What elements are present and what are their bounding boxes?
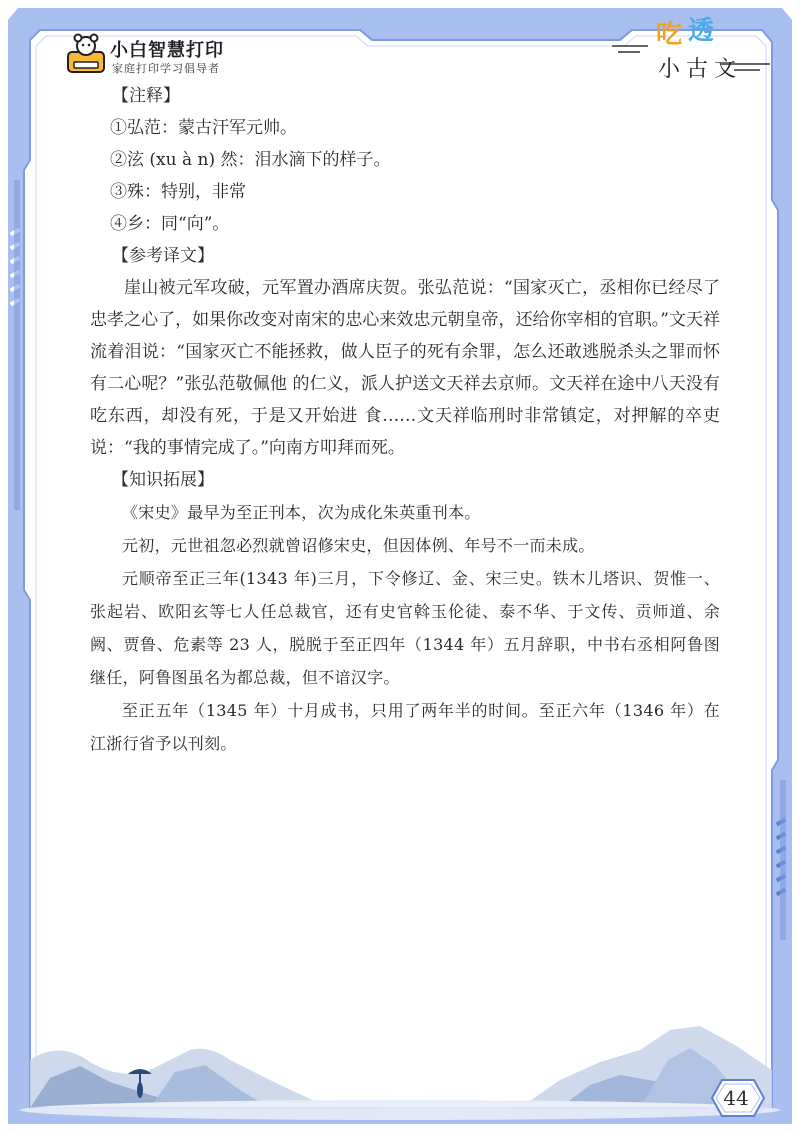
brand-name: 小白智慧打印 [110,40,224,61]
printer-mascot-icon [64,32,108,76]
note-item: ①弘范：蒙古汗军元帅。 [110,118,297,138]
brand-logo [60,32,260,80]
note-item: ③殊：特别，非常 [110,182,246,202]
notes-heading: 【注释】 [112,86,180,106]
page-number: 44 [723,1086,749,1110]
series-title-tou: 透 [688,16,715,46]
series-subtitle: 小古文 [658,57,743,82]
extension-body [90,496,720,760]
note-item: ④乡：同“向”。 [110,214,230,234]
main-text [90,80,738,760]
series-logo [608,14,758,84]
translation-text: 崖山被元军攻破，元军置办酒席庆贺。张弘范说：“国家灭亡，丞相你已经尽了忠孝之心了，如果你改变对南宋的忠心来效忠元朝皇帝，还给你宰相的官职。”文天祥流着泪说：“国家灭亡不能拯救，做人臣子的死有余罪，怎么还敢逃脱杀头之罪而怀有二心呢？”张弘范敬佩他 的仁义，派人护送文天祥去京师。文天祥在途中八天没有吃东西，却没有死，于是又开始进 食……文天祥临刑时非常镇定，对押解的卒吏说：“我的事情完成了。”向南方叩拜而死。 [90,278,720,458]
brand-tagline: 家庭打印学习倡导者 [112,62,220,75]
note-item: ②泫 (xu à n) 然：泪水滴下的样子。 [110,150,391,170]
extension-heading: 【知识拓展】 [112,470,214,490]
extension-paragraph: 元初，元世祖忽必烈就曾诏修宋史，但因体例、年号不一而未成。 [122,536,595,555]
extension-paragraph: 元顺帝至正三年(1343 年)三月，下令修辽、金、宋三史。铁木儿塔识、贺惟一、张起岩、欧阳玄等七人任总裁官，还有史官斡玉伦徒、泰不华、于文传、贡师道、余阙、贾鲁、危素等 23 人，脱脱于至正四年（1344 年）五月辞职，中书右丞相阿鲁图继任，阿鲁图虽名为都总裁，但不谙汉字。 [90,569,720,687]
translation-heading: 【参考译文】 [112,246,214,266]
extension-paragraph: 《宋史》最早为至正刊本，次为成化朱英重刊本。 [122,503,481,522]
series-title-chi: 吃 [656,20,683,50]
extension-paragraph: 至正五年（1345 年）十月成书，只用了两年半的时间。至正六年（1346 年）在江浙行省予以刊刻。 [90,701,720,753]
